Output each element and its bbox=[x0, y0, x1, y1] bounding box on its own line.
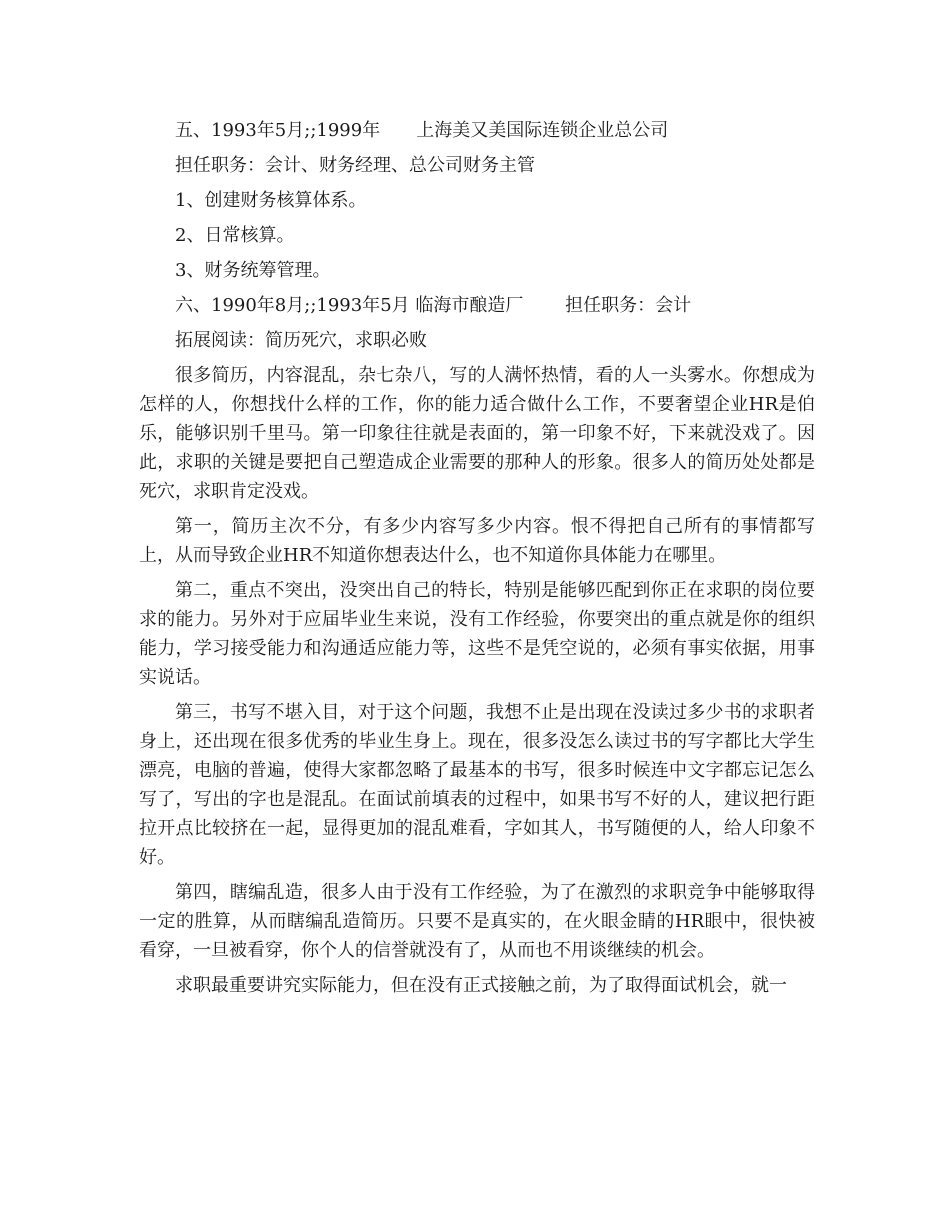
duty-item-2: 2、日常核算。 bbox=[175, 225, 295, 246]
paragraph-fourth-point: 第四，瞎编乱造，很多人由于没有工作经验，为了在激烈的求职竞争中能够取得一定的胜算，从而瞎编乱造简历。只要不是真实的，在火眼金睛的HR眼中，很快被看穿，一旦被看穿，你个人的信誉就没有了，从而也不用谈继续的机会。 bbox=[139, 882, 815, 961]
paragraph-second-point: 第二，重点不突出，没突出自己的特长，特别是能够匹配到你正在求职的岗位要求的能力。另外对于应届毕业生来说，没有工作经验，你要突出的重点就是你的组织能力，学习接受能力和沟通适应能力等，这些不是凭空说的，必须有事实依据，用事实说话。 bbox=[139, 580, 815, 688]
paragraph-third-point: 第三，书写不堪入目，对于这个问题，我想不止是出现在没读过多少书的求职者身上，还出现在很多优秀的毕业生身上。现在，很多没怎么读过书的写字都比大学生漂亮，电脑的普遍，使得大家都忽略了最基本的书写，很多时候连中文字都忘记怎么写了，写出的字也是混乱。在面试前填表的过程中，如果书写不好的人，建议把行距拉开点比较挤在一起，显得更加的混乱难看，字如其人，书写随便的人，给人印象不好。 bbox=[139, 702, 815, 868]
resume-entry-five: 五、1993年5月;;1999年 上海美又美国际连锁企业总公司 bbox=[175, 120, 669, 141]
paragraph-first-point: 第一，简历主次不分，有多少内容写多少内容。恨不得把自己所有的事情都写上，从而导致企业HR不知道你想表达什么，也不知道你具体能力在哪里。 bbox=[139, 516, 815, 566]
paragraph-intro: 很多简历，内容混乱，杂七杂八，写的人满怀热情，看的人一头雾水。你想成为怎样的人，你想找什么样的工作，你的能力适合做什么工作，不要奢望企业HR是伯乐，能够识别千里马。第一印象往往就是表面的，第一印象不好，下来就没戏了。因此，求职的关键是要把自己塑造成企业需要的那种人的形象。很多人的简历处处都是死穴，求职肯定没戏。 bbox=[139, 365, 815, 502]
paragraph-closing: 求职最重要讲究实际能力，但在没有正式接触之前，为了取得面试机会，就一 bbox=[175, 975, 787, 996]
duty-item-3: 3、财务统筹管理。 bbox=[175, 260, 331, 281]
extended-reading-title: 拓展阅读：简历死穴，求职必败 bbox=[175, 330, 427, 351]
resume-entry-six: 六、1990年8月;;1993年5月 临海市酿造厂 担任职务：会计 bbox=[175, 295, 692, 316]
document-body bbox=[139, 116, 815, 1006]
duty-item-1: 1、创建财务核算体系。 bbox=[175, 190, 367, 211]
position-held-line: 担任职务：会计、财务经理、总公司财务主管 bbox=[175, 155, 535, 176]
